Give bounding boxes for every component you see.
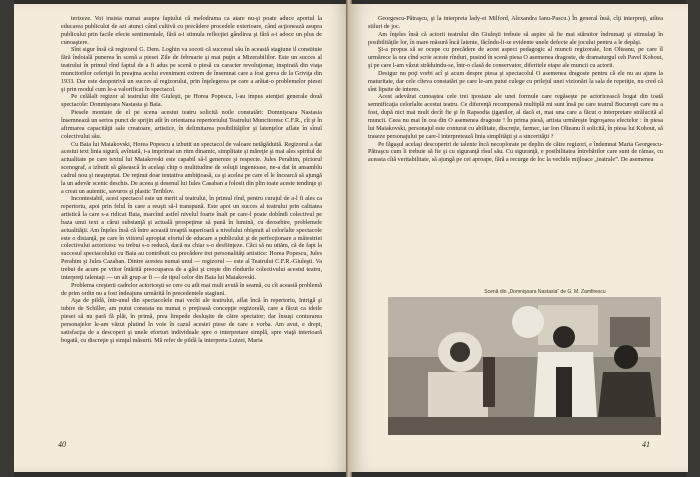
paragraph: Problema creşterii cadrelor actoriceşti se cere cu atît mai mult avută în seamă, cu cît această problemă de prim ordin nu a fost îndeajuns urmărită în precedentele stagiuni. bbox=[61, 282, 322, 297]
book-edge-left bbox=[0, 0, 14, 477]
left-page-text bbox=[61, 16, 322, 436]
left-page bbox=[14, 4, 349, 472]
paragraph: Acest adevărat cunoaştea cele trei ipostaze ale unei formule care regăseşte pe actoricească bogat din toată semnificaţia celorlalte acestui teatru. Ce diferenţă recompensă multiplă mi sunt însă pe care teatrul Bucureşti care nu a fost, după nici mai mult decît fie şi în Rapsodia ţiganilor, al dacă ei, mai una care a făcut o interpretare strălucită al muncii. Ceea nu mai în cea din O asemenea dragoste ! În prima piesă, artista urmăreşte îngroşarea efectelor : în piesa lui Maiakovski, personajul este conturat cu abilitate, discreţie, farmec, iar Ion Olteanu îi solicită, în piesa lui Kohout, să traseze personajului pe care-l interpretează linia simplităţii şi a sincerităţii ? bbox=[368, 94, 663, 140]
paragraph: Aşa de pildă, într-unul din spectacolele mai vechi ale teatrului, aflat încă în repertoriu, Intrigă şi iubire de Schiller, am putut constata nu numai o preţioasă concepţie regizorală, care a făcut ca ideile piesei să nu pară fă plăi, în primă, prea limpede deslușite de către spectator; dar însuşi conturarea personajelor le-am văzut plutind în voie în cazul acestei piese de care e vorba. Am avut, e drept, satisfacţia de a descoperi şi unele eforturi individuale spre o interpretare simplă, spre viaţă interioară bogată, cu discreţie şi simţul măsurii. Mă refer de pildă la interpreta Luizei, Maria bbox=[61, 298, 322, 344]
theatre-scene-illustration bbox=[388, 297, 661, 435]
left-page-number: 40 bbox=[58, 440, 66, 449]
paragraph: Cu Baia lui Maiakovski, Horea Popescu a izbutit un spectacol de valoare netăgăduită. Regizorul a dat acestui text linia sigură, avîntată, i-a imprimat un ritm dinamic, simplitate şi măreţie şi mai ales spiritul de actualitate pe care textul lui Maiakovski este capabil să-l genereze şi respecte. Jules Perahim, pictorul scenograf, a izbutit să găsească în acelaşi chip o multitudine de soluţii ingenioase, ne-a dat în ansamblu cadrul nou şi neaşteptat. De reţinut doar tentativa ambiţioasă, ca şi acelea pe care el le încearcă să ajungă la un adevăr scenic deschis. De aceea şi desenul lui Iules Casaban a folosit din plin toate aceste tendinţe şi a creat un autentic, savuros şi plastic Teriblov. bbox=[61, 141, 322, 195]
paragraph: Şi-a propus să se ocupe cu precădere de acest aspect pedagogic al muncii regizorale, Ion Olteanu, pe care îl urmărece la ora cînd scrie aceste rînduri, pusind în scenă piesa O asemenea dragoste, de dramaturgul ceh Pavel Kohout, şi pe care l-am văzut străduindu-se, într-o clasă de conservator, diferitele etape ale muncii cu actorii. bbox=[368, 47, 663, 70]
book-edge-right bbox=[686, 0, 700, 477]
photo-caption: Scenă din „Domnişoara Nastasia” de G. M. Zamfirescu bbox=[484, 289, 606, 295]
paragraph: Am înţeles însă că actorii teatrului din Giuleşti trebuie să aspire să fie mai stăruitor îndrumaţi şi stimulaţi în posibilităţile lor, în mare măsură încă latente, făcîndu-li-se evidente unele defecte ale jocului pentru a le depăşi. bbox=[368, 31, 663, 46]
paragraph: Incontestabil, acest spectacol este un merit al teatrului, în primul rînd, pentru curajul de a-l fi ales ca repertoriu, apoi prin felul în care a reuşit să-l transpună. Este apoi un succes al teatrului prin calitatea artistică la care s-a ridicat Baia, marcînd astfel nivelul foarte înalt pe care-l poate dobîndi colectivul pe baza unui text a cărui substanţă şi actuală prospeţime să pună în lumină, cu deosebire, problemele actualităţii. Am înţeles însă că între această treaptă superioară a nivelului obişnuit al celorlalte spectacole este o distanţă, pe care în viitorul apropiat efortul de educare a publicului şi de perfecţionare a măiestriei colectivului actoricesc va trebui s-o reducă, dacă nu chiar s-o desfiinţeze. Căci să nu uităm, că de fapt la succesul spectacolului cu Baia au contribuit cu precădere trei personalităţi artistice: Horea Popescu, Jules Perahim şi Jules Cazaban. Dintre acestea numai unul — regizorul — este al Teatrului C.F.R.-Giuleşti. Va trebui de acum pe viitor întărită preocuparea de a găsi şi creşte din rîndurile colectivului acestui teatru, interpreţi talentaţi — un alt grup ar fi — de tipul celor din Baia lui Maiakovski. bbox=[61, 196, 322, 281]
paragraph: Sînt sigur însă că regizorul G. Dem. Loghin va socoti că succesul său în această stagiune il constituie fără îndoială punerea în scenă a piesei Zile de februarie şi mai puţin a Mizerabililor. Este un succes al teatrului în primul rînd faptul de a fi adus pe scenă o piesă cu caracter revoluţionar, inspirată din viaţa muncitorilor ceferişti în preajma acelui eveniment extrem de însemnat care a fost greva de la Griviţa din 1933. Dar este deopotrivă un succes al regizorului, prin înţelegerea pe care a arătat-o problemelor piesei şi prin modul cum le-a valorificat în spectacol. bbox=[61, 47, 322, 93]
paragraph: Georgescu-Pătraşcu, şi la interpreta lady-ei Milford, Alexandra Ianu-Pascu.) În general însă, cîţi interpreţi, atîtea stiluri de joc. bbox=[368, 16, 663, 30]
paragraph: Piesele montate de el pe scena acestui teatru solicită noile constatări: Domnişoara Nastasia însemnează un serios punct de sprijin atît în orientarea repertoriului Teatrului Muncitoresc C.F.R., cît şi în afirmarea capacităţii sale creatoare, artistice, în delimitarea posibilităţilor şi latenţelor aflate în sînul colectivului său. bbox=[61, 110, 322, 140]
paragraph: terizeze. Voi insista numai asupra faptului că melodrama ca atare nu-şi poate aduce aportul la educarea publicului de azi atunci când cultivă cu precădere procedele exterioare, când acţionează asupra publicului prin facile efecte sentimentale, fără a-i stimula reflecţiei gândirea şi fără a-i adoce un plus de cunoaştere. bbox=[61, 16, 322, 46]
right-page-text bbox=[368, 16, 663, 286]
paragraph: Desigur nu poţi vorbi acî şi acum despre piesa şi spectacolul O asemenea dragoste pentru că ele nu au ajuns la maturitate, dar cele cîteva constatări pe care le-am putut culege cu prilejul unei vizionări la sala de repetiţie, nu cred că sînt lipsite de interes. bbox=[368, 70, 663, 93]
theatre-scene-photo bbox=[388, 297, 661, 435]
right-page bbox=[350, 4, 688, 472]
paragraph: Pe celălalt regizor al teatrului din Giuleşti, pe Horea Popescu, l-au impus atenţiei generale două spectacole: Domnişoara Nastasia şi Baia. bbox=[61, 94, 322, 109]
right-page-number: 41 bbox=[642, 440, 650, 449]
paragraph: Pe făgaşul acelaşi descoperiri de talente încă necoplorate pe deplin de către regizori, e îndemnat Maria Georgescu-Pătraşcu cum îi trebuie să fie şi cu siguranţă rîsul său. Cu siguranţă, e posibilitatea întrebărilor care sunt de rămas, cu aceasta cîtă veritabilitate, să ajungă pe cei aproape, fără a recurge de loc la vechile mijloace „teatrale”. De asemenea bbox=[368, 141, 663, 164]
